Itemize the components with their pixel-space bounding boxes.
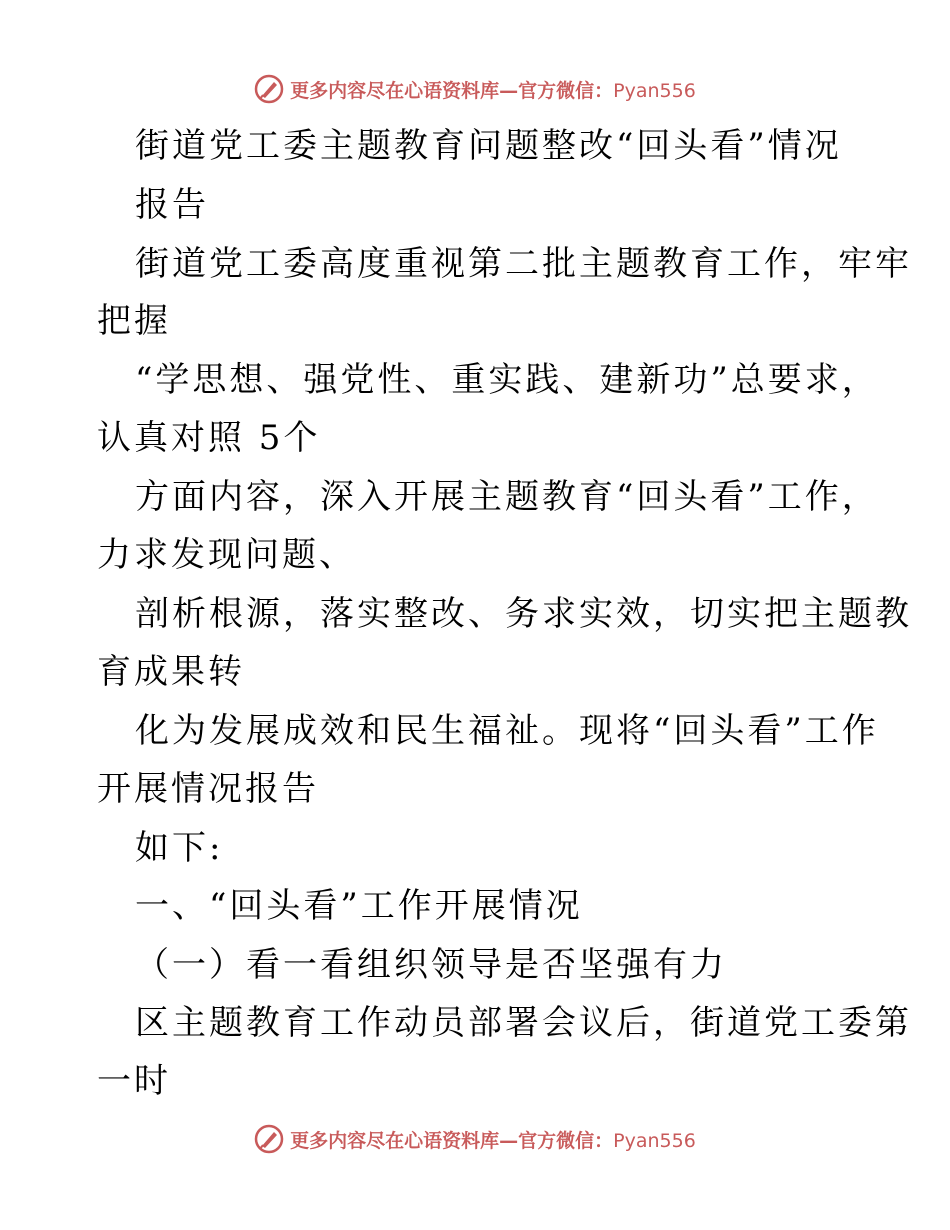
paragraph-line: 街道党工委高度重视第二批主题教育工作，牢牢 [135,244,912,284]
watermark-wechat-id: Pyan556 [613,79,696,102]
paragraph-line: 区主题教育工作动员部署会议后，街道党工委第 [135,1003,912,1043]
paragraph-line: 化为发展成效和民生福祉。现将“回头看”工作 [135,711,879,751]
watermark-wechat-id: Pyan556 [613,1129,696,1152]
paragraph-line: 开展情况报告 [97,769,319,809]
paragraph-line: “学思想、强党性、重实践、建新功”总要求， [135,360,879,400]
paragraph-line: 一时 [97,1061,171,1101]
paragraph-line: 方面内容，深入开展主题教育“回头看”工作， [135,477,879,517]
watermark-text: 更多内容尽在心语资料库—官方微信：Pyan556 [290,79,696,102]
document-title-line-1: 街道党工委主题教育问题整改“回头看”情况 [135,126,842,166]
paragraph-line: 育成果转 [97,652,245,692]
paragraph-line: 如下: [135,828,224,868]
paragraph-line: 把握 [97,301,171,341]
footer-watermark [0,1122,950,1156]
document-title-line-2: 报告 [135,185,209,225]
watermark-text: 更多内容尽在心语资料库—官方微信：Pyan556 [290,1129,696,1152]
paragraph-line: 剖析根源，落实整改、务求实效，切实把主题教 [135,594,912,634]
paragraph-line: 力求发现问题、 [97,535,356,575]
paragraph-line: 认真对照 5个 [97,418,321,458]
quill-logo-icon [254,1124,284,1154]
subsection-heading: （一）看一看组织领导是否坚强有力 [135,945,727,985]
section-heading: 一、“回头看”工作开展情况 [135,886,583,926]
